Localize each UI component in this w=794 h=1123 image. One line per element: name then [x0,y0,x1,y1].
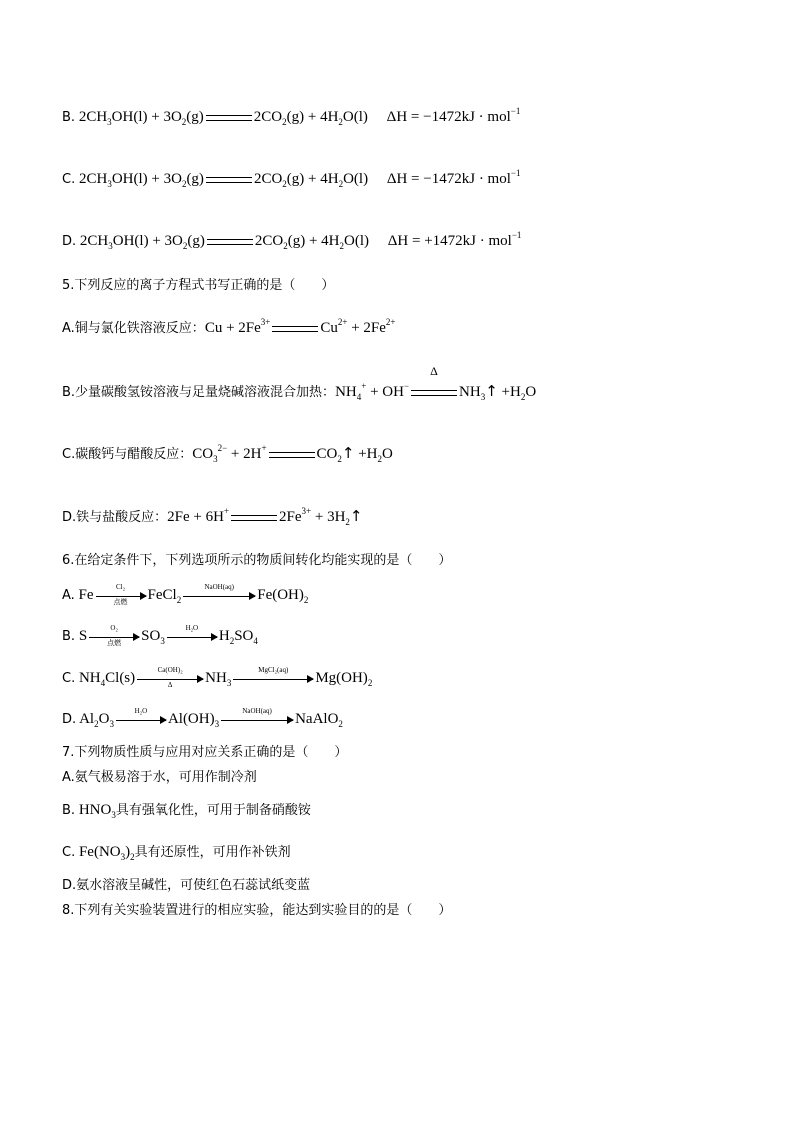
heat-symbol: Δ [430,363,438,378]
q7-option-d: D.氨水溶液呈碱性，可使红色石蕊试纸变蓝 [62,878,311,893]
q4-option-b: B. $2CH_3OH(l) + 3O_2(g) 2CO_2(g) + 4H_2O(l)$ ΔH = −1472kJ · mol$^{-1}$ [62,106,521,127]
q5-option-a: A.铜与氯化铁溶液反应：$Cu + 2Fe^{3+}$ $Cu^{2+} + 2Fe^{2+}$ [62,317,396,336]
q6-option-a: A. Fe Cl₂ 点燃 FeCl$_2$ NaOH(aq) $Fe(OH)_2$ [62,582,309,606]
q5-stem: 5.下列反应的离子方程式书写正确的是（ ） [62,278,335,293]
q7-option-b: B. $HNO_3$具有强氧化性，可用于制备硝酸铵 [62,802,311,820]
q4-option-c: C. $2CH_3OH(l) + 3O_2(g) 2CO_2(g) + 4H_2O(l)$ ΔH = −1472kJ · mol$^{-1}$ [62,168,521,189]
q7-option-a: A.氨气极易溶于水，可用作制冷剂 [62,770,257,785]
q4-b-enthalpy: ΔH = −1472kJ · mol [386,109,511,125]
q4-c-enthalpy: ΔH = −1472kJ · mol [386,171,511,187]
q7-option-c: C. $Fe(NO_3)_2$具有还原性，可用作补铁剂 [62,844,291,862]
q6-option-c: C. $NH_4Cl(s)$ $\frac{\text{Ca(OH)₂}}{\Delta}$ $NH_3$ MgCl₂(aq) $Mg(OH)_2$ [62,665,373,689]
q5-option-d: D.铁与盐酸反应：2Fe + 6H+ $2Fe^{3+}$ + $3H_2↑$ [62,506,363,527]
q8-stem: 8.下列有关实验装置进行的相应实验，能达到实验目的的是（ ） [62,903,452,918]
q5-option-c: C.碳酸钙与醋酸反应：$CO_3^{2-} + 2H^+$ $CO_2↑ +H_2O$ [62,443,393,464]
q6-option-d: D. $Al_2O_3$ H₂O $Al(OH)_3$ NaOH(aq) NaAlO$_2$ [62,706,343,729]
q5-option-b: B.少量碳酸氢铵溶液与足量烧碱溶液混合加热：$NH_4^+ + OH^-$ Δ $NH_3↑ +H_2O$ [62,381,536,403]
q6-option-b: B. S O₂ 点燃 $SO_3$ H₂O $H_2SO_4$ [62,623,258,647]
q7-stem: 7.下列物质性质与应用对应关系正确的是（ ） [62,745,348,760]
q4-option-d: D. $2CH_3OH(l) + 3O_2(g) 2CO_2(g) + 4H_2O(l)$ ΔH = +1472kJ · mol$^{-1}$ [62,230,522,251]
q6-stem: 6.在给定条件下，下列选项所示的物质间转化均能实现的是（ ） [62,553,452,568]
q4-d-enthalpy: ΔH = +1472kJ · mol [387,233,512,249]
